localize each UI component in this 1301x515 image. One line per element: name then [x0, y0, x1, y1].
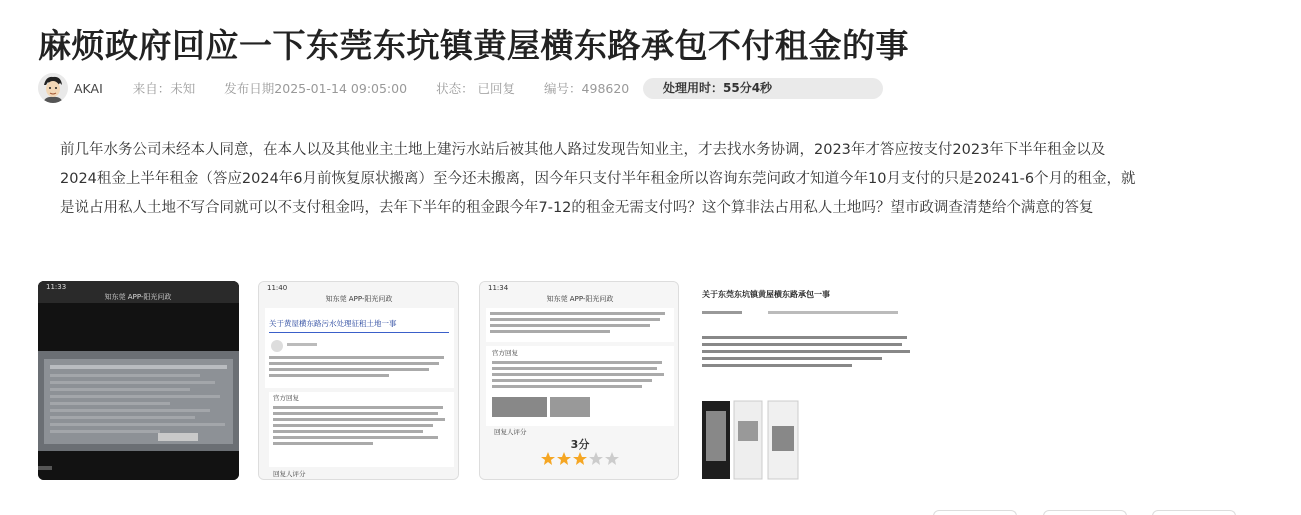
- page-title: 麻烦政府回应一下东莞东坑镇黄屋横东路承包不付租金的事: [38, 26, 909, 65]
- rating-score: 3分: [570, 438, 590, 451]
- rating-label: 回复人评分: [494, 428, 527, 436]
- case-number: 编号：498620: [544, 81, 630, 96]
- content-line: 前几年水务公司未经本人同意，在本人以及其他业主土地上建污水站后被其他人路过发现告知业主，才去找水务协调，2023年才答应按支付2023年下半年租金以及: [60, 142, 1106, 158]
- status-time: 11:34: [488, 284, 509, 292]
- rating-label: 回复人评分: [273, 470, 306, 478]
- official-reply-label: 官方回复: [273, 394, 299, 402]
- bottom-tab[interactable]: [933, 510, 1017, 515]
- status-time: 11:40: [267, 284, 288, 292]
- meta-bar: [38, 72, 658, 104]
- post-heading: 关于黄屋横东路污水处理征租土地一事: [269, 319, 397, 328]
- bottom-tab[interactable]: [1043, 510, 1127, 515]
- document-heading: 关于东莞东坑镇黄屋横东路承包一事: [702, 290, 830, 299]
- attachment-image-1[interactable]: [38, 281, 239, 480]
- attachment-image-2[interactable]: [258, 281, 459, 480]
- source-label: 来自：未知: [132, 81, 196, 96]
- attachment-image-3[interactable]: [479, 281, 679, 480]
- app-header: 知东莞 APP-阳光问政: [325, 295, 393, 303]
- status-label: 状态： 已回复: [436, 81, 516, 96]
- processing-time-badge: 处理用时：55分4秒: [643, 78, 883, 99]
- attachment-image-4[interactable]: [698, 281, 918, 480]
- app-header: 知东莞 APP-阳光问政: [546, 295, 614, 303]
- content-line: 是说占用私人土地不写合同就可以不支付租金吗，去年下半年的租金跟今年7-12的租金无需支付吗？这个算非法占用私人土地吗？望市政调查清楚给个满意的答复: [60, 200, 1094, 216]
- status-time: 11:33: [46, 283, 67, 291]
- publish-date: 发布日期2025-01-14 09:05:00: [224, 81, 408, 96]
- author-name[interactable]: AKAI: [74, 80, 103, 96]
- avatar-icon: [38, 73, 68, 103]
- content-line: 2024租金上半年租金（答应2024年6月前恢复原状搬离）至今还未搬离，因今年只支付半年租金所以咨询东莞问政才知道今年10月支付的只是20241-6个月的租金，就: [60, 171, 1136, 187]
- app-header: 知东莞 APP-阳光问政: [104, 293, 172, 301]
- post-content: [60, 136, 1240, 223]
- bottom-tab[interactable]: [1152, 510, 1236, 515]
- avatar[interactable]: [38, 73, 68, 103]
- official-reply-label: 官方回复: [492, 349, 518, 357]
